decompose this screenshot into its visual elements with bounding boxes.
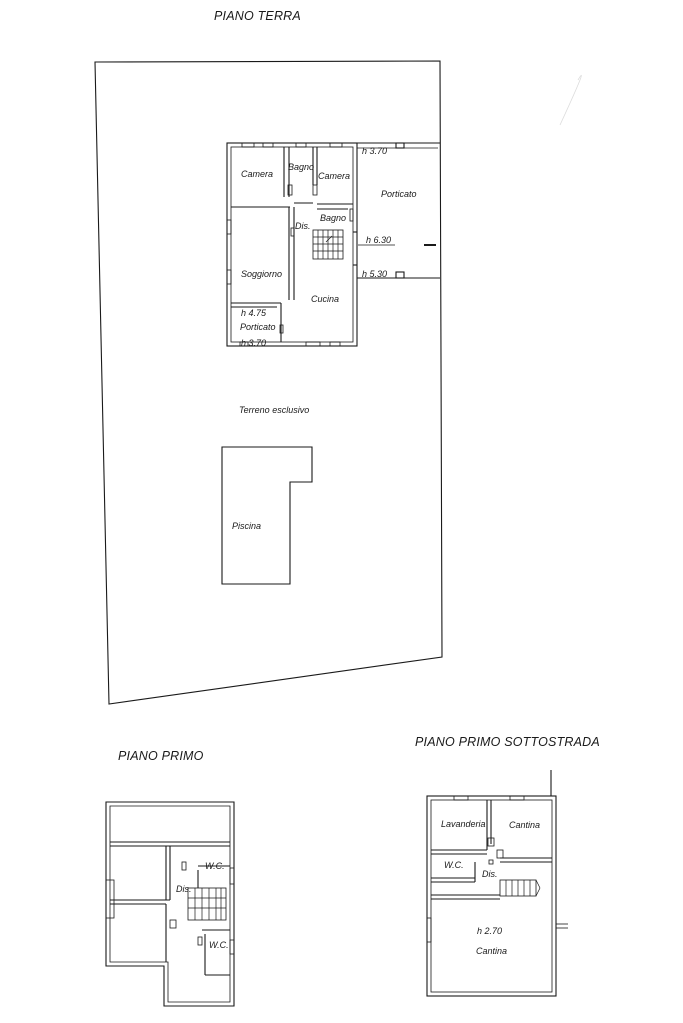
pillar xyxy=(396,143,404,148)
room-label-porticato: Porticato xyxy=(240,322,276,332)
room-label-soggiorno: Soggiorno xyxy=(241,269,283,279)
height-label: h 3.70 xyxy=(362,146,388,156)
door-mark xyxy=(313,185,317,195)
room-label-dis: Dis. xyxy=(482,869,498,879)
piano-sottostrada-title: PIANO PRIMO SOTTOSTRADA xyxy=(415,735,600,749)
room-label-porticato: Porticato xyxy=(381,189,417,199)
room-label-wc: W.C. xyxy=(205,861,225,871)
plot-boundary xyxy=(95,61,442,704)
room-label-cucina: Cucina xyxy=(311,294,340,304)
room-label-dis: Dis. xyxy=(295,221,311,231)
pillar xyxy=(396,272,404,278)
room-label-camera: Camera xyxy=(318,171,351,181)
window-mark xyxy=(510,796,524,800)
window-mark xyxy=(230,868,234,884)
window-mark xyxy=(296,143,306,147)
window-mark xyxy=(330,342,340,346)
piano-primo-walls xyxy=(106,802,234,1006)
height-label: h 6.30 xyxy=(366,235,392,245)
door-mark xyxy=(198,937,202,945)
room-label-bagno: Bagno xyxy=(288,162,315,172)
window-mark xyxy=(227,270,231,284)
window-mark xyxy=(230,940,234,954)
sottostrada-walls xyxy=(427,770,568,996)
door-mark xyxy=(497,850,503,858)
piscina-outline xyxy=(222,447,312,584)
staircase xyxy=(500,880,540,896)
room-label-piscina: Piscina xyxy=(232,521,262,531)
window-mark xyxy=(263,143,273,147)
window-mark xyxy=(427,918,431,942)
piano-terra-title: PIANO TERRA xyxy=(214,9,301,23)
piano-terra-plan xyxy=(95,9,581,704)
window-mark xyxy=(330,143,342,147)
room-label-camera: Camera xyxy=(241,169,274,179)
piano-primo-sottostrada-plan xyxy=(415,735,600,996)
room-label-bagno: Bagno xyxy=(320,213,347,223)
door-mark xyxy=(350,209,353,221)
room-label-wc: W.C. xyxy=(444,860,464,870)
window-mark xyxy=(242,143,254,147)
piano-primo-plan xyxy=(106,749,234,1006)
height-label: h 3.70 xyxy=(241,338,267,348)
room-label-wc: W.C. xyxy=(209,940,229,950)
window-mark xyxy=(454,796,468,800)
staircase xyxy=(188,888,226,920)
door-mark xyxy=(489,860,493,864)
room-label-cantina: Cantina xyxy=(509,820,541,830)
door-mark xyxy=(170,920,176,928)
door-mark xyxy=(182,862,186,870)
house-walls xyxy=(227,75,581,346)
height-label: h 2.70 xyxy=(477,926,503,936)
room-label-cantina: Cantina xyxy=(476,946,508,956)
terreno-label: Terreno esclusivo xyxy=(239,405,310,415)
piano-primo-title: PIANO PRIMO xyxy=(118,749,204,763)
window-mark xyxy=(227,220,231,234)
window-mark xyxy=(306,342,320,346)
staircase xyxy=(313,230,343,259)
room-label-dis: Dis. xyxy=(176,884,192,894)
height-label: h 5.30 xyxy=(362,269,388,279)
height-label: h 4.75 xyxy=(241,308,267,318)
room-label-lavanderia: Lavanderia xyxy=(441,819,486,829)
